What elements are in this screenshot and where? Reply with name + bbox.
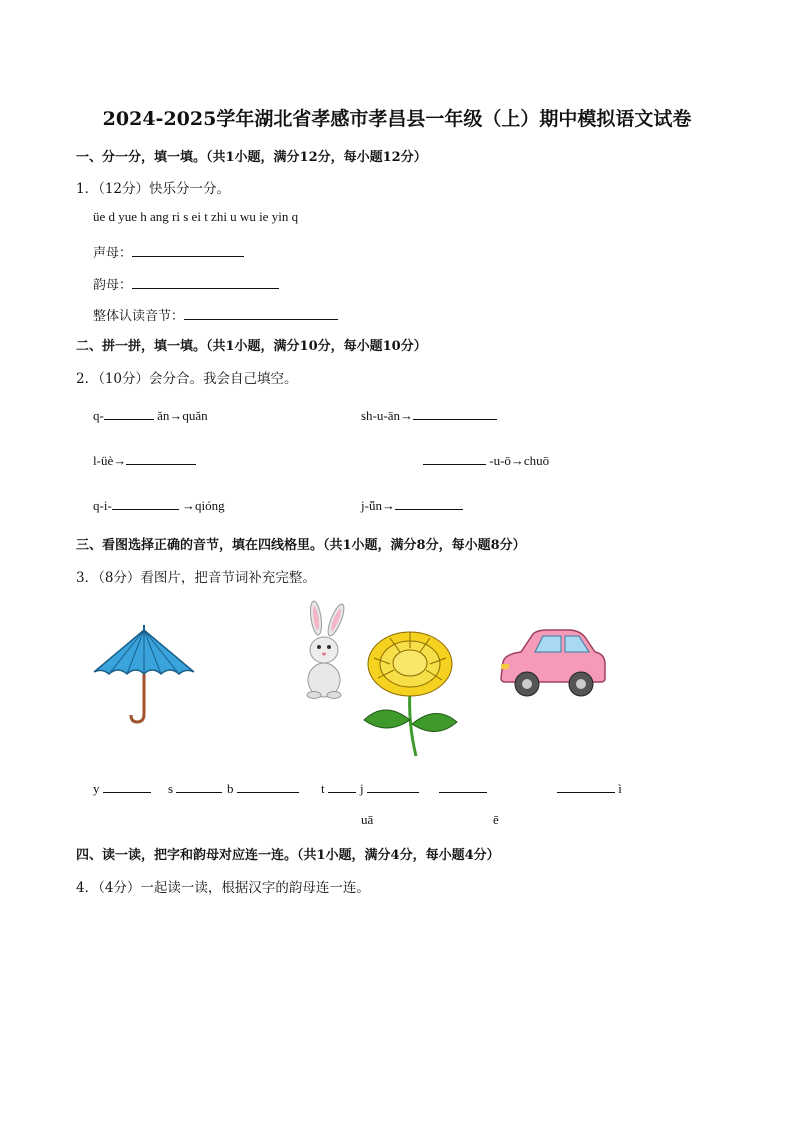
syllable-text: b	[227, 781, 234, 796]
pinyin-item-2	[361, 407, 497, 424]
zhengti-blank[interactable]	[184, 307, 338, 320]
question-3: 3．（8分）看图片，把音节词补充完整。	[76, 570, 316, 586]
section-heading-3: 三、看图选择正确的音节，填在四线格里。（共1小题，满分8分，每小题8分）	[76, 538, 526, 553]
sub-syllable-2: ē	[493, 812, 499, 827]
blank-1	[93, 780, 151, 797]
answer-blank[interactable]	[367, 780, 419, 793]
pinyin-blank[interactable]	[126, 452, 196, 465]
section-heading-4: 四、读一读，把字和韵母对应连一连。（共1小题，满分4分，每小题4分）	[76, 848, 500, 863]
answer-blank[interactable]	[328, 780, 356, 793]
pinyin-text: →qióng	[178, 498, 225, 513]
syllable-text: t	[321, 781, 325, 796]
zhengti-label: 整体认读音节：	[93, 309, 185, 324]
pinyin-item-6	[361, 497, 463, 514]
answer-blank[interactable]	[557, 780, 615, 793]
question-1: 1．（12分）快乐分一分。	[76, 181, 231, 197]
pinyin-item-5	[93, 497, 225, 514]
pinyin-text: ǎn→quǎn	[153, 408, 208, 423]
yunmu-row	[93, 274, 279, 293]
pinyin-text: j-ǖn→	[361, 498, 395, 513]
pinyin-item-3	[93, 452, 196, 469]
shengmu-blank[interactable]	[132, 244, 244, 257]
answer-blank[interactable]	[439, 780, 487, 793]
answer-blank[interactable]	[237, 780, 299, 793]
pinyin-blank[interactable]	[423, 452, 486, 465]
syllable-text: ì	[618, 781, 622, 796]
yunmu-label: 韵母：	[93, 278, 133, 293]
umbrella-icon	[92, 622, 196, 726]
syllable-text: j	[360, 781, 364, 796]
rabbit-icon	[300, 600, 350, 700]
car-icon	[497, 628, 609, 700]
question-4: 4．（4分）一起读一读，根据汉字的韵母连一连。	[76, 880, 370, 896]
page-title: 2024-2025学年湖北省孝感市孝昌县一年级（上）期中模拟语文试卷	[102, 108, 692, 130]
yunmu-blank[interactable]	[132, 276, 279, 289]
blank-4	[321, 780, 356, 797]
section-heading-1: 一、分一分，填一填。（共1小题，满分12分，每小题12分）	[76, 150, 427, 165]
pinyin-blank[interactable]	[395, 497, 463, 510]
pinyin-item-4	[423, 452, 549, 469]
shengmu-label: 声母：	[93, 246, 133, 261]
letter-list: üe d yue h ang ri s ei t zhi u wu ie yin q	[93, 209, 299, 224]
answer-blank[interactable]	[176, 780, 222, 793]
question-2: 2．（10分）会分合。我会自己填空。	[76, 371, 298, 387]
syllable-text: y	[93, 781, 100, 796]
shengmu-row	[93, 242, 244, 261]
answer-blank[interactable]	[103, 780, 151, 793]
sub-syllable-1: uā	[361, 812, 374, 827]
pinyin-text: -u-ō→chuō	[486, 453, 550, 468]
pinyin-text: l-üè→	[93, 453, 127, 468]
chrysanthemum-icon	[360, 628, 460, 758]
pinyin-text: q-	[93, 408, 104, 423]
pinyin-text: sh-u-ān→	[361, 408, 413, 423]
blank-6	[439, 780, 487, 797]
blank-5	[360, 780, 419, 797]
pinyin-blank[interactable]	[112, 497, 179, 510]
blank-2	[168, 780, 222, 797]
section-heading-2: 二、拼一拼，填一填。（共1小题，满分10分，每小题10分）	[76, 339, 427, 354]
pinyin-blank[interactable]	[413, 407, 497, 420]
blank-3	[227, 780, 299, 797]
blank-7	[557, 780, 622, 797]
pinyin-item-1	[93, 407, 208, 424]
pinyin-blank[interactable]	[104, 407, 154, 420]
zhengti-row	[93, 305, 338, 324]
syllable-text: s	[168, 781, 174, 796]
pinyin-text: q-i-	[93, 498, 112, 513]
